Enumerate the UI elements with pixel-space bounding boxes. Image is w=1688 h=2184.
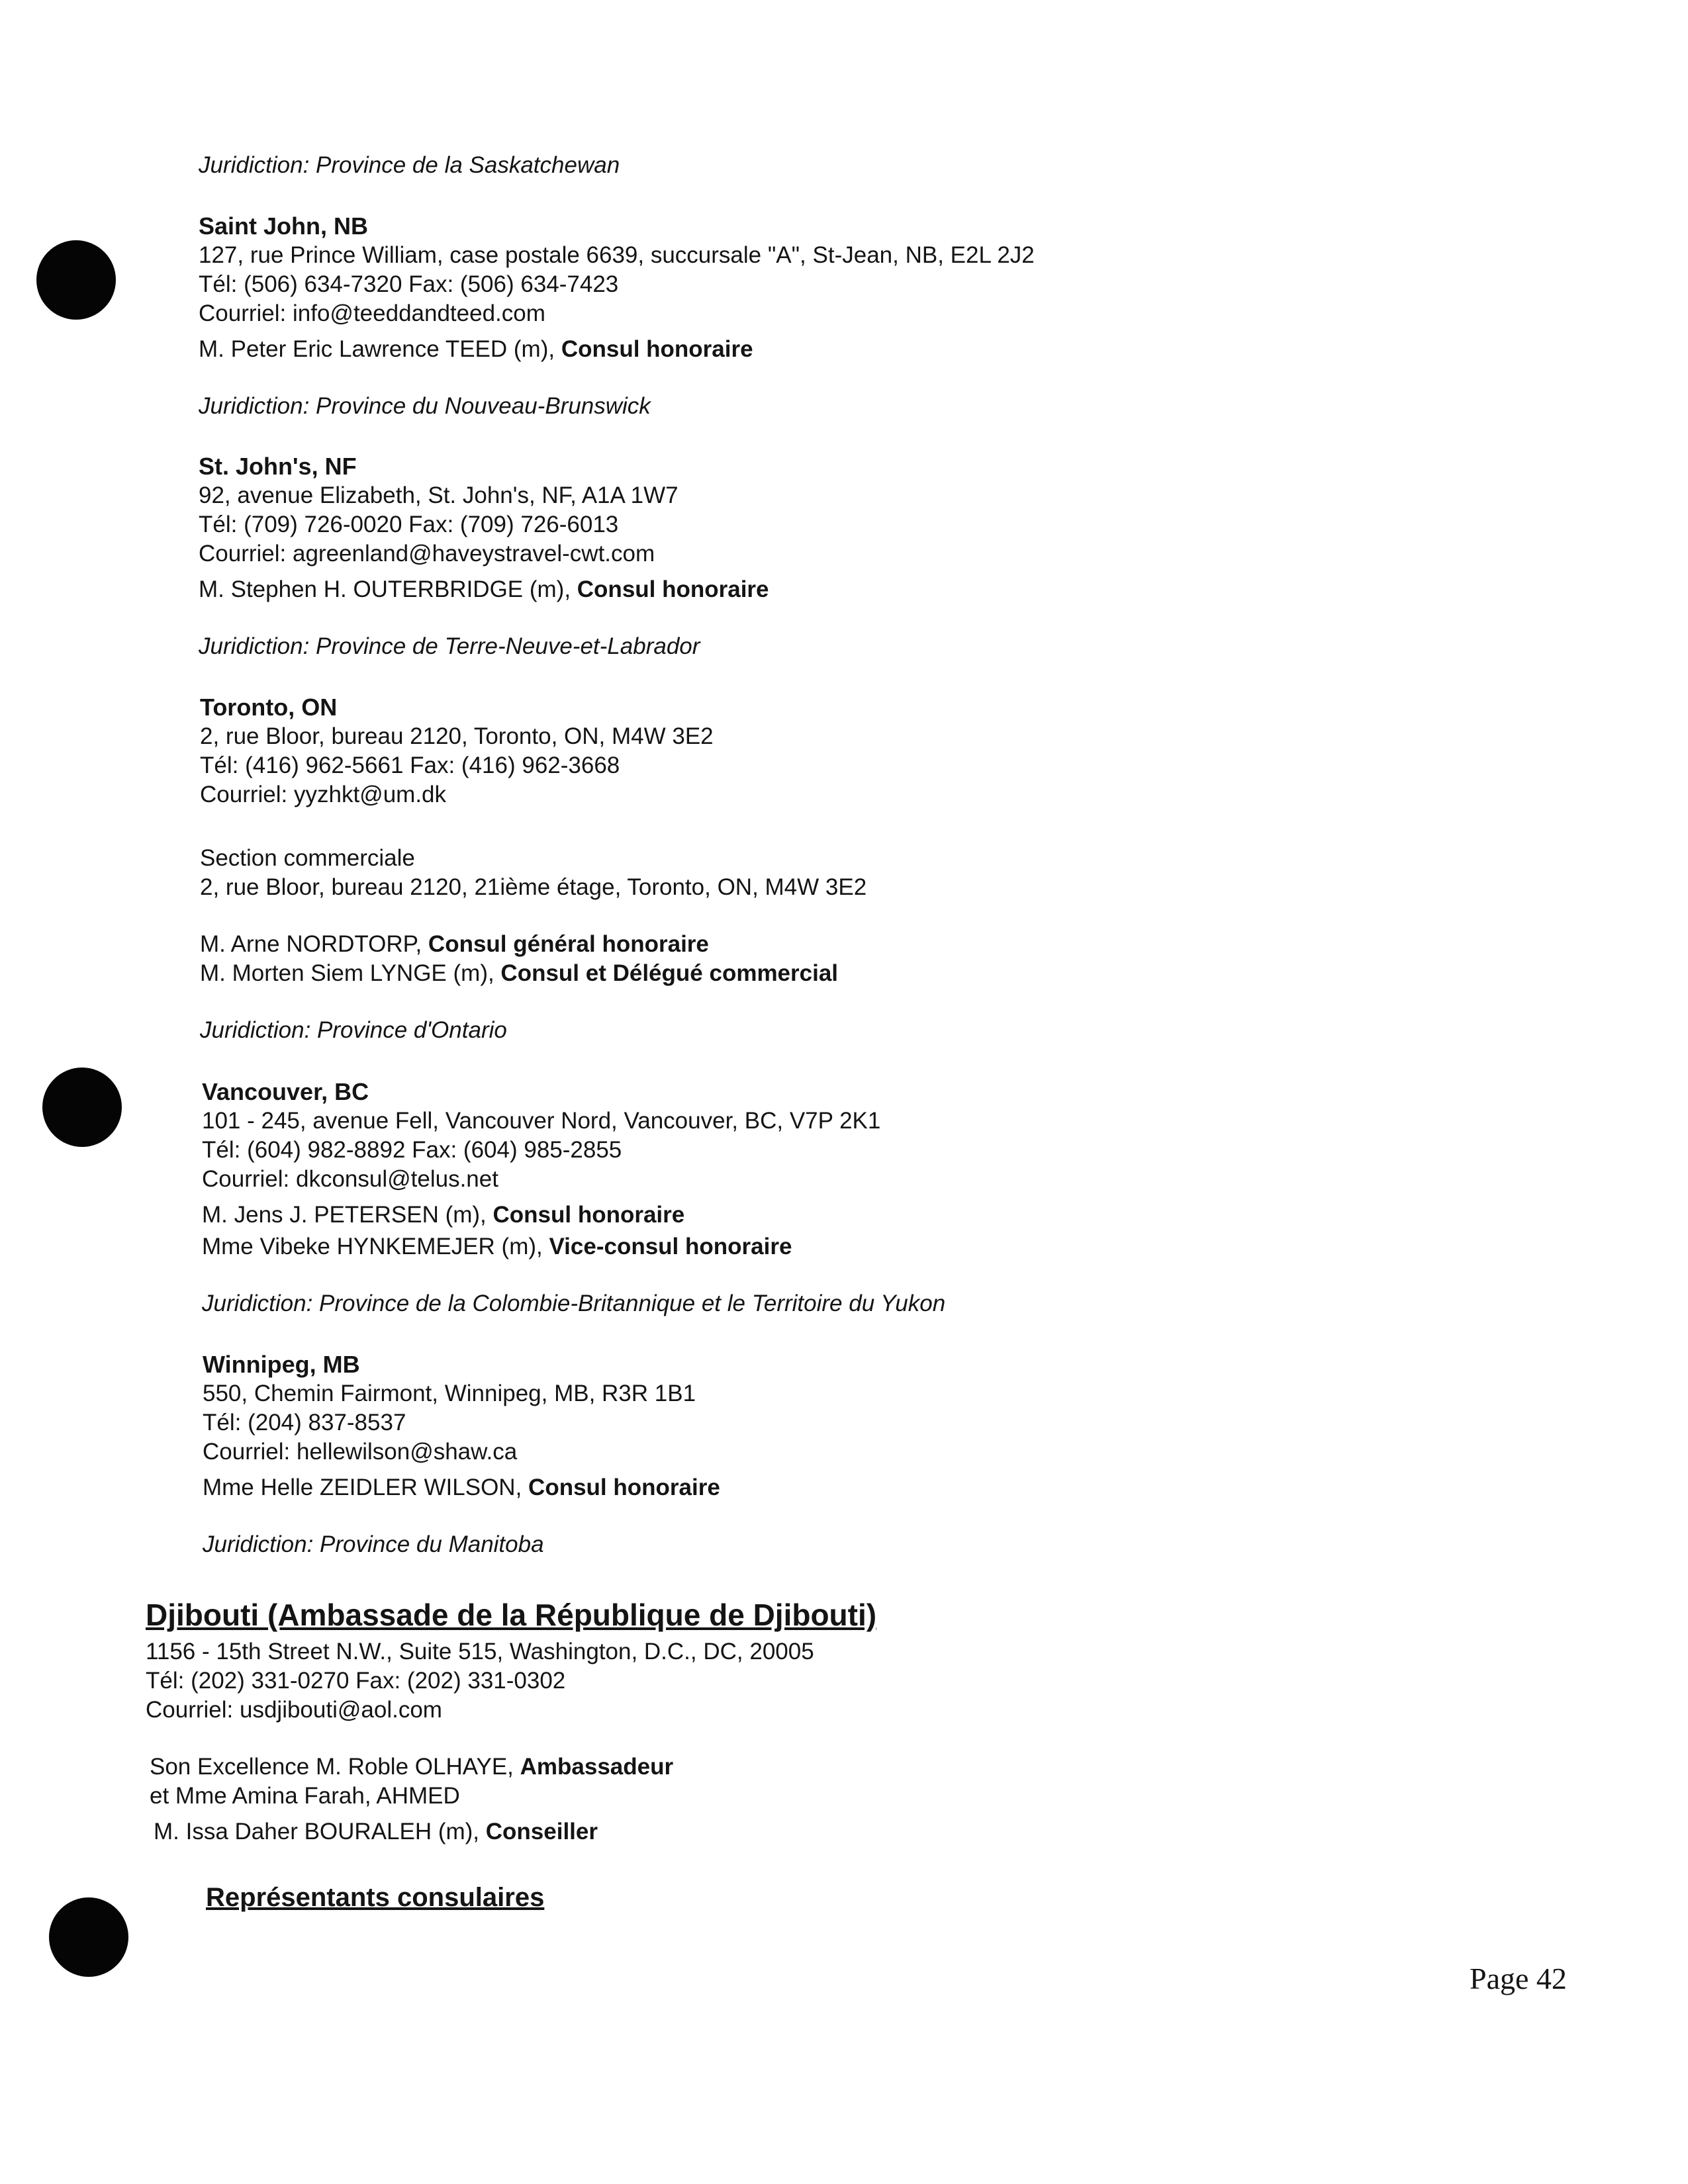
address-line: 92, avenue Elizabeth, St. John's, NF, A1A 1W7 (199, 482, 679, 508)
email-line: Courriel: usdjibouti@aol.com (146, 1697, 442, 1723)
address-line: 101 - 245, avenue Fell, Vancouver Nord, Vancouver, BC, V7P 2K1 (202, 1108, 881, 1134)
office-st-johns (199, 452, 769, 661)
address-line: 550, Chemin Fairmont, Winnipeg, MB, R3R 1B1 (203, 1381, 696, 1406)
embassy-contact (146, 1637, 814, 1725)
email-line: Courriel: yyzhkt@um.dk (200, 782, 447, 807)
punch-hole (36, 240, 116, 320)
jurisdiction-line: Juridiction: Province du Nouveau-Brunswick (199, 393, 651, 419)
officer-line: M. Issa Daher BOURALEH (m), Conseiller (154, 1819, 598, 1844)
embassy-officers (150, 1752, 673, 1846)
office-winnipeg (203, 1350, 720, 1559)
email-line: Courriel: dkconsul@telus.net (202, 1166, 498, 1192)
office-city: Winnipeg, MB (203, 1351, 360, 1378)
office-city: St. John's, NF (199, 453, 357, 480)
section-address: 2, rue Bloor, bureau 2120, 21ième étage, Toronto, ON, M4W 3E2 (200, 874, 867, 900)
phone-line: Tél: (416) 962-5661 Fax: (416) 962-3668 (200, 752, 620, 778)
office-toronto (200, 693, 867, 1045)
punch-hole (42, 1068, 122, 1147)
jurisdiction-line: Juridiction: Province du Manitoba (203, 1531, 544, 1557)
phone-line: Tél: (709) 726-0020 Fax: (709) 726-6013 (199, 512, 619, 537)
address-line: 1156 - 15th Street N.W., Suite 515, Washington, D.C., DC, 20005 (146, 1639, 814, 1664)
officer-line: M. Morten Siem LYNGE (m), Consul et Délégué commercial (200, 960, 839, 986)
officer-line: M. Stephen H. OUTERBRIDGE (m), Consul honoraire (199, 576, 769, 602)
page-number: Page 42 (1470, 1962, 1567, 1995)
email-line: Courriel: hellewilson@shaw.ca (203, 1439, 518, 1465)
email-line: Courriel: info@teeddandteed.com (199, 300, 545, 326)
phone-line: Tél: (202) 331-0270 Fax: (202) 331-0302 (146, 1668, 566, 1694)
office-city: Vancouver, BC (202, 1078, 369, 1105)
office-city: Toronto, ON (200, 694, 338, 721)
officer-line: Mme Helle ZEIDLER WILSON, Consul honoraire (203, 1475, 720, 1500)
officer-line: et Mme Amina Farah, AHMED (150, 1783, 460, 1809)
jurisdiction-line: Juridiction: Province de la Colombie-Britannique et le Territoire du Yukon (202, 1291, 946, 1316)
jurisdiction-line: Juridiction: Province de la Saskatchewan (199, 152, 620, 178)
officer-line: Mme Vibeke HYNKEMEJER (m), Vice-consul honoraire (202, 1234, 792, 1259)
officer-line: M. Jens J. PETERSEN (m), Consul honoraire (202, 1202, 685, 1228)
officer-line: M. Arne NORDTORP, Consul général honoraire (200, 931, 709, 957)
jurisdiction-line: Juridiction: Province d'Ontario (200, 1017, 507, 1043)
consular-heading: Représentants consulaires (206, 1883, 545, 1912)
phone-line: Tél: (604) 982-8892 Fax: (604) 985-2855 (202, 1137, 622, 1163)
punch-hole (49, 1897, 128, 1977)
phone-line: Tél: (506) 634-7320 Fax: (506) 634-7423 (199, 271, 619, 297)
office-saint-john (199, 212, 1035, 421)
phone-line: Tél: (204) 837-8537 (203, 1410, 406, 1435)
embassy-heading: Djibouti (Ambassade de la République de Djibouti) (146, 1598, 877, 1632)
office-city: Saint John, NB (199, 212, 369, 240)
jurisdiction-line: Juridiction: Province de Terre-Neuve-et-Labrador (199, 633, 700, 659)
officer-line: Son Excellence M. Roble OLHAYE, Ambassadeur (150, 1754, 674, 1780)
address-line: 2, rue Bloor, bureau 2120, Toronto, ON, M4W 3E2 (200, 723, 714, 749)
office-vancouver (202, 1077, 945, 1318)
officer-line: M. Peter Eric Lawrence TEED (m), Consul honoraire (199, 336, 753, 362)
email-line: Courriel: agreenland@haveystravel-cwt.com (199, 541, 655, 567)
address-line: 127, rue Prince William, case postale 6639, succursale "A", St-Jean, NB, E2L 2J2 (199, 242, 1035, 268)
section-label: Section commerciale (200, 845, 415, 871)
